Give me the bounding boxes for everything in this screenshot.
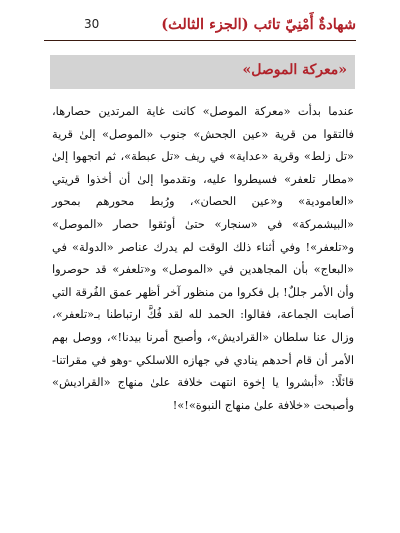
section-heading-box (50, 55, 355, 89)
body-text (52, 100, 354, 416)
body-paragraph: عندما بدأت «معركة الموصل» كانت غاية المرتدين حصارها، فالتقوا من قرية «عين الجحش» جنوب «الموصل» إلىٰ قرية «تل زلط» وقرية «عداية» في ريف «تل عبطة»، ثم اتجهوا إلىٰ «مطار تلعفر» فسيطروا عليه، وتقدموا إلىٰ أن أخذوا قريتي «العامودية» و«عين الحصان»، ورُبط محورهم بمحور «البيشمركة» في «سنجار» حتىٰ أوثقوا حصار «الموصل» و«تلعفر»! وفي أثناء ذلك الوقت لم يدرك عناصر «الدولة» في «البعاج» بأن المجاهدين في «الموصل» و«تلعفر» قد حوصروا وأن الأمر جللٌ! بل فكروا من منظور آخر أظهر عمق الفُرقة التي أصابت الجماعة، فقالوا: الحمد لله لقد فُكَّ ارتباطنا بـ«تلعفر»، وزال عنا سلطان «القراديش»، وأصبح أمرنا بيدنا!»، ووصل بهم الأمر أن قام أحدهم ينادي في جهازه اللاسلكي -وهو في مقراتنا- قائلًا: «أبشروا يا إخوة انتهت خلافة علىٰ منهاج «القراديش» وأصبحت «خلافة علىٰ منهاج النبوة»!»! (52, 104, 354, 412)
book-title: شهادةٌ أَمْنِيّ تائب (الجزء الثالث) (161, 16, 356, 33)
page-header (44, 14, 356, 41)
page-number: 30 (84, 17, 100, 31)
section-title: «معركة الموصل» (242, 62, 347, 78)
